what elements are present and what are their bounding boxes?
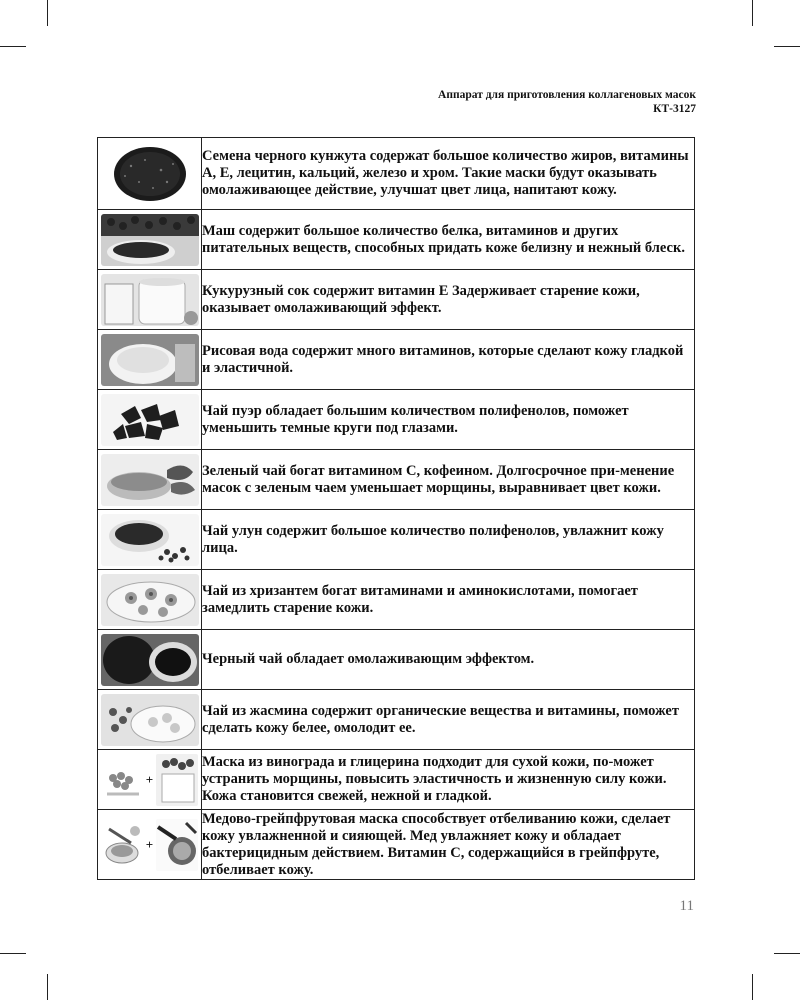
table-row <box>98 810 695 880</box>
crop-mark <box>0 46 26 47</box>
table-row <box>98 210 695 270</box>
header-title: Аппарат для приготовления коллагеновых масок <box>438 89 696 101</box>
description-cell: Черный чай обладает омолаживающим эффектом. <box>202 630 695 690</box>
table-row <box>98 510 695 570</box>
table-row <box>98 270 695 330</box>
oolong-tea-photo <box>101 514 199 566</box>
image-cell <box>98 570 202 630</box>
table-row <box>98 390 695 450</box>
table-row <box>98 450 695 510</box>
header-model: КТ-3127 <box>653 103 696 115</box>
image-cell <box>98 210 202 270</box>
description-cell: Чай из жасмина содержит органические вещества и витамины, поможет сделать кожу белее, омолодит ее. <box>202 690 695 750</box>
grape-glycerin-photo <box>101 754 198 806</box>
description-cell: Зеленый чай богат витамином С, кофеином. Долгосрочное при-менение масок с зеленым чаем уменьшает морщины, выравнивает цвет кожи. <box>202 450 695 510</box>
ingredients-table <box>97 137 695 880</box>
crop-mark <box>774 46 800 47</box>
corn-juice-photo <box>101 274 199 326</box>
plus-sign: + <box>145 836 154 852</box>
crop-mark <box>752 974 753 1000</box>
grape-photo <box>101 754 143 806</box>
page-number: 11 <box>679 898 694 914</box>
image-cell <box>98 390 202 450</box>
description-cell: Чай из хризантем богат витаминами и аминокислотами, помогает замедлить старение кожи. <box>202 570 695 630</box>
table-row <box>98 690 695 750</box>
puer-tea-photo <box>101 394 199 446</box>
glycerin-photo <box>156 754 198 806</box>
table-row <box>98 630 695 690</box>
table-row <box>98 750 695 810</box>
image-cell <box>98 810 202 880</box>
black-sesame-photo <box>101 142 199 206</box>
plus-sign: + <box>145 771 154 787</box>
crop-mark <box>0 953 26 954</box>
image-cell <box>98 450 202 510</box>
description-cell: Кукурузный сок содержит витамин Е Задерживает старение кожи, оказывает омолаживающий эффект. <box>202 270 695 330</box>
description-cell: Семена черного кунжута содержат большое количество жиров, витамины А, Е, лецитин, кальций, железо и хром. Такие маски будут оказывать омолаживающее действие, улучшат цвет лица, напитают кожу. <box>202 138 695 210</box>
image-cell <box>98 750 202 810</box>
jasmine-tea-photo <box>101 694 199 746</box>
black-tea-photo <box>101 634 199 686</box>
description-cell: Чай улун содержит большое количество полифенолов, увлажнит кожу лица. <box>202 510 695 570</box>
image-cell <box>98 330 202 390</box>
honey-grapefruit-photo <box>101 819 198 871</box>
description-cell: Чай пуэр обладает большим количеством полифенолов, поможет уменьшить темные круги под глазами. <box>202 390 695 450</box>
description-cell: Маш содержит большое количество белка, витаминов и других питательных веществ, способных придать коже белизну и нежный блеск. <box>202 210 695 270</box>
description-cell: Медово-грейпфрутовая маска способствует отбеливанию кожи, сделает кожу увлажненной и сияющей. Мед увлажняет кожу и обладает бактерицидным действием. Витамин С, содержащийся в грейпфруте, отбеливает кожу. <box>202 810 695 880</box>
crop-mark <box>774 953 800 954</box>
table-row <box>98 138 695 210</box>
image-cell <box>98 510 202 570</box>
chrysanthemum-tea-photo <box>101 574 199 626</box>
crop-mark <box>47 974 48 1000</box>
page-header <box>438 88 696 116</box>
crop-mark <box>752 0 753 26</box>
rice-water-photo <box>101 334 199 386</box>
description-cell: Рисовая вода содержит много витаминов, которые сделают кожу гладкой и эластичной. <box>202 330 695 390</box>
table-row <box>98 330 695 390</box>
honey-photo <box>101 819 143 871</box>
grapefruit-photo <box>156 819 198 871</box>
mung-bean-photo <box>101 214 199 266</box>
description-cell: Маска из винограда и глицерина подходит для сухой кожи, по-может устранить морщины, повысить эластичность и жизненную силу кожи. Кожа становится свежей, нежной и гладкой. <box>202 750 695 810</box>
image-cell <box>98 138 202 210</box>
image-cell <box>98 630 202 690</box>
table-row <box>98 570 695 630</box>
crop-mark <box>47 0 48 26</box>
image-cell <box>98 270 202 330</box>
green-tea-photo <box>101 454 199 506</box>
image-cell <box>98 690 202 750</box>
